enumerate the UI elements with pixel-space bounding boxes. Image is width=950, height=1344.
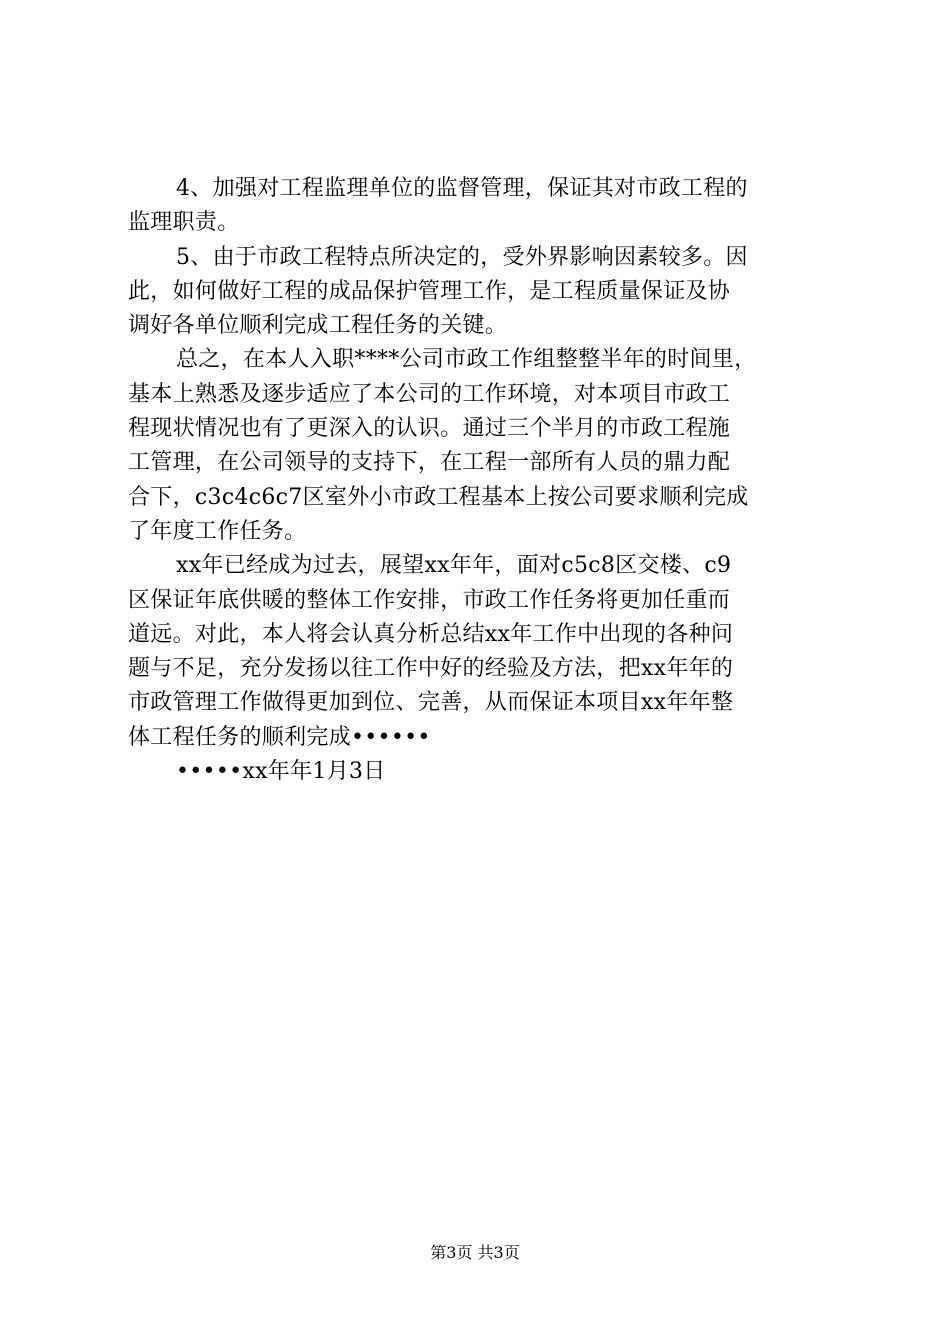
paragraph-line: xx年已经成为过去，展望xx年年，面对c5c8区交楼、c9 [176, 553, 732, 579]
paragraph-line: 调好各单位顺利完成工程任务的关键。 [128, 313, 508, 339]
page-number-footer: 第3页 共3页 [430, 1243, 520, 1262]
paragraph-line: 基本上熟悉及逐步适应了本公司的工作环境，对本项目市政工 [128, 381, 731, 407]
paragraph-line: 体工程任务的顺利完成•••••• [128, 724, 431, 750]
paragraph-line: 合下，c3c4c6c7区室外小市政工程基本上按公司要求顺利完成 [128, 484, 749, 510]
paragraph-line: 工管理，在公司领导的支持下，在工程一部所有人员的鼎力配 [128, 450, 731, 476]
paragraph-line: 4、加强对工程监理单位的监督管理，保证其对市政工程的 [176, 176, 748, 201]
paragraph-line: 监理职责。 [128, 210, 240, 236]
paragraph-line: 5、由于市政工程特点所决定的，受外界影响因素较多。因 [176, 244, 748, 270]
paragraph-line: 道远。对此，本人将会认真分析总结xx年工作中出现的各种问 [128, 621, 734, 647]
paragraph-line: 了年度工作任务。 [128, 518, 307, 544]
paragraph-line: 此，如何做好工程的成品保护管理工作，是工程质量保证及协 [128, 278, 731, 304]
date-line: •••••xx年年1月3日 [176, 759, 386, 785]
paragraph-line: 区保证年底供暖的整体工作安排，市政工作任务将更加任重而 [128, 587, 731, 613]
document-body [128, 172, 828, 789]
paragraph-line: 题与不足，充分发扬以往工作中好的经验及方法，把xx年年的 [128, 656, 734, 682]
paragraph-line: 程现状情况也有了更深入的认识。通过三个半月的市政工程施 [128, 416, 731, 442]
paragraph-line: 市政管理工作做得更加到位、完善，从而保证本项目xx年年整 [128, 690, 734, 716]
paragraph-line: 总之，在本人入职****公司市政工作组整整半年的时间里， [176, 347, 757, 373]
